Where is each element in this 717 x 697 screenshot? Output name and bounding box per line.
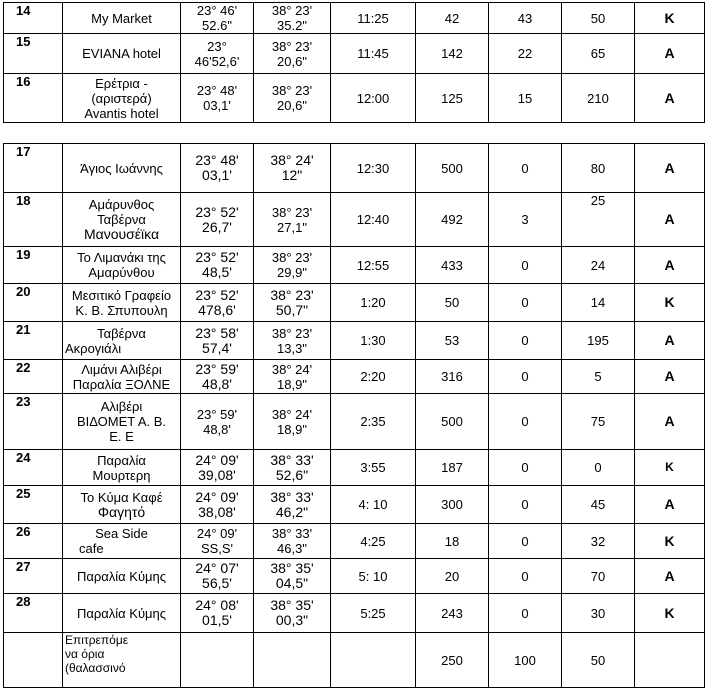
value3-cell: 65 bbox=[562, 34, 635, 74]
location-cell: Το Κύμα Καφέ Φαγητό bbox=[63, 486, 181, 524]
table-row bbox=[4, 559, 705, 594]
value2-cell: 0 bbox=[489, 322, 562, 360]
row-number: 26 bbox=[4, 524, 63, 559]
row-number: 24 bbox=[4, 450, 63, 486]
value2-cell: 0 bbox=[489, 486, 562, 524]
value1-cell: 125 bbox=[416, 74, 489, 123]
empty-cell bbox=[635, 633, 705, 688]
value1-cell: 187 bbox=[416, 450, 489, 486]
value2-cell: 0 bbox=[489, 284, 562, 322]
table-row bbox=[4, 284, 705, 322]
sampling-table-top bbox=[3, 2, 705, 123]
grade-cell: K bbox=[635, 524, 705, 559]
longitude-cell: 23° 59' 48,8' bbox=[181, 394, 254, 450]
row-number: 22 bbox=[4, 360, 63, 394]
row-number: 23 bbox=[4, 394, 63, 450]
value3-cell: 0 bbox=[562, 450, 635, 486]
value1-cell: 300 bbox=[416, 486, 489, 524]
latitude-cell: 38° 23' 29,9" bbox=[254, 247, 331, 284]
latitude-cell: 38° 35' 00,3" bbox=[254, 594, 331, 633]
location-cell: Παραλία Κύμης bbox=[63, 594, 181, 633]
location-cell: Ερέτρια - (αριστερά) Avantis hotel bbox=[63, 74, 181, 123]
value1-cell: 500 bbox=[416, 394, 489, 450]
value3-cell: 32 bbox=[562, 524, 635, 559]
value2-cell: 15 bbox=[489, 74, 562, 123]
location-cell: Άγιος Ιωάννης bbox=[63, 144, 181, 193]
longitude-cell: 23° 48' 03,1' bbox=[181, 144, 254, 193]
grade-cell: K bbox=[635, 284, 705, 322]
time-cell: 4:25 bbox=[331, 524, 416, 559]
grade-cell: A bbox=[635, 247, 705, 284]
table-row bbox=[4, 74, 705, 123]
latitude-cell: 38° 23' 13,3" bbox=[254, 322, 331, 360]
limits-row bbox=[4, 633, 705, 688]
latitude-cell: 38° 33' 46,2" bbox=[254, 486, 331, 524]
value2-cell: 0 bbox=[489, 360, 562, 394]
longitude-cell: 23° 59' 48,8' bbox=[181, 360, 254, 394]
value3-cell: 75 bbox=[562, 394, 635, 450]
longitude-cell: 24° 09' SS,S' bbox=[181, 524, 254, 559]
longitude-cell: 24° 08' 01,5' bbox=[181, 594, 254, 633]
latitude-cell: 38° 24' 12" bbox=[254, 144, 331, 193]
value2-cell: 0 bbox=[489, 594, 562, 633]
empty-cell bbox=[254, 633, 331, 688]
latitude-cell: 38° 24' 18,9" bbox=[254, 360, 331, 394]
latitude-cell: 38° 23' 50,7" bbox=[254, 284, 331, 322]
value2-cell: 0 bbox=[489, 394, 562, 450]
grade-cell: A bbox=[635, 74, 705, 123]
limits-label: Επιτρεπόμε να όρια (θαλασσινό bbox=[63, 633, 181, 688]
row-number: 17 bbox=[4, 144, 63, 193]
location-cell: My Market bbox=[63, 3, 181, 34]
time-cell: 2:35 bbox=[331, 394, 416, 450]
value2-cell: 0 bbox=[489, 450, 562, 486]
table-row bbox=[4, 144, 705, 193]
table-row bbox=[4, 322, 705, 360]
longitude-cell: 23° 46'52,6' bbox=[181, 34, 254, 74]
table-row bbox=[4, 360, 705, 394]
row-number: 28 bbox=[4, 594, 63, 633]
longitude-cell: 24° 09' 38,08' bbox=[181, 486, 254, 524]
longitude-cell: 23° 46' 52.6" bbox=[181, 3, 254, 34]
limit-value3-cell: 50 bbox=[562, 633, 635, 688]
location-cell: Λιμάνι Αλιβέρι Παραλία ΞΟΛΝΕ bbox=[63, 360, 181, 394]
longitude-cell: 23° 58' 57,4' bbox=[181, 322, 254, 360]
location-cell: EVIANA hotel bbox=[63, 34, 181, 74]
value1-cell: 53 bbox=[416, 322, 489, 360]
longitude-cell: 23° 52' 26,7' bbox=[181, 193, 254, 247]
longitude-cell: 23° 52' 48,5' bbox=[181, 247, 254, 284]
value3-cell: 5 bbox=[562, 360, 635, 394]
value1-cell: 243 bbox=[416, 594, 489, 633]
value1-cell: 50 bbox=[416, 284, 489, 322]
value2-cell: 0 bbox=[489, 559, 562, 594]
table-row bbox=[4, 450, 705, 486]
grade-cell: A bbox=[635, 360, 705, 394]
time-cell: 12:40 bbox=[331, 193, 416, 247]
empty-cell bbox=[331, 633, 416, 688]
value1-cell: 18 bbox=[416, 524, 489, 559]
row-number: 18 bbox=[4, 193, 63, 247]
row-number: 27 bbox=[4, 559, 63, 594]
value3-cell: 50 bbox=[562, 3, 635, 34]
longitude-cell: 23° 52' 478,6' bbox=[181, 284, 254, 322]
value2-cell: 3 bbox=[489, 193, 562, 247]
value2-cell: 43 bbox=[489, 3, 562, 34]
location-cell: Sea Side cafe bbox=[63, 524, 181, 559]
time-cell: 4: 10 bbox=[331, 486, 416, 524]
time-cell: 1:20 bbox=[331, 284, 416, 322]
latitude-cell: 38° 23' 27,1" bbox=[254, 193, 331, 247]
limit-value1-cell: 250 bbox=[416, 633, 489, 688]
limit-value2-cell: 100 bbox=[489, 633, 562, 688]
table-row bbox=[4, 394, 705, 450]
table-row bbox=[4, 3, 705, 34]
longitude-cell: 24° 09' 39,08' bbox=[181, 450, 254, 486]
table-row bbox=[4, 247, 705, 284]
value3-cell: 14 bbox=[562, 284, 635, 322]
time-cell: 3:55 bbox=[331, 450, 416, 486]
row-number: 21 bbox=[4, 322, 63, 360]
latitude-cell: 38° 24' 18,9" bbox=[254, 394, 331, 450]
latitude-cell: 38° 23' 20,6" bbox=[254, 34, 331, 74]
latitude-cell: 38° 35' 04,5" bbox=[254, 559, 331, 594]
value1-cell: 500 bbox=[416, 144, 489, 193]
latitude-cell: 38° 33' 52,6" bbox=[254, 450, 331, 486]
value1-cell: 492 bbox=[416, 193, 489, 247]
grade-cell: A bbox=[635, 193, 705, 247]
empty-cell bbox=[181, 633, 254, 688]
location-cell: Παραλία Κύμης bbox=[63, 559, 181, 594]
location-cell: Ταβέρνα Ακρογιάλι bbox=[63, 322, 181, 360]
row-number: 20 bbox=[4, 284, 63, 322]
value1-cell: 142 bbox=[416, 34, 489, 74]
table-row bbox=[4, 34, 705, 74]
latitude-cell: 38° 33' 46,3" bbox=[254, 524, 331, 559]
grade-cell: K bbox=[635, 450, 705, 486]
value3-cell: 25 bbox=[562, 193, 635, 247]
empty-cell bbox=[4, 633, 63, 688]
grade-cell: A bbox=[635, 144, 705, 193]
row-number: 16 bbox=[4, 74, 63, 123]
longitude-cell: 24° 07' 56,5' bbox=[181, 559, 254, 594]
table-row bbox=[4, 524, 705, 559]
location-cell: Αλιβέρι ΒΙΔΟΜΕΤ Α. Β. Ε. Ε bbox=[63, 394, 181, 450]
grade-cell: A bbox=[635, 34, 705, 74]
location-cell: Παραλία Μουρτερη bbox=[63, 450, 181, 486]
value1-cell: 42 bbox=[416, 3, 489, 34]
value3-cell: 80 bbox=[562, 144, 635, 193]
value2-cell: 0 bbox=[489, 247, 562, 284]
value3-cell: 24 bbox=[562, 247, 635, 284]
table-row bbox=[4, 594, 705, 633]
row-number: 14 bbox=[4, 3, 63, 34]
grade-cell: K bbox=[635, 594, 705, 633]
location-cell: Αμάρυνθος Ταβέρνα Μανουσέϊκα bbox=[63, 193, 181, 247]
value1-cell: 433 bbox=[416, 247, 489, 284]
time-cell: 11:45 bbox=[331, 34, 416, 74]
value2-cell: 22 bbox=[489, 34, 562, 74]
time-cell: 5: 10 bbox=[331, 559, 416, 594]
value1-cell: 20 bbox=[416, 559, 489, 594]
time-cell: 11:25 bbox=[331, 3, 416, 34]
value2-cell: 0 bbox=[489, 524, 562, 559]
grade-cell: A bbox=[635, 322, 705, 360]
time-cell: 1:30 bbox=[331, 322, 416, 360]
longitude-cell: 23° 48' 03,1' bbox=[181, 74, 254, 123]
latitude-cell: 38° 23' 20,6" bbox=[254, 74, 331, 123]
value3-cell: 210 bbox=[562, 74, 635, 123]
value3-cell: 195 bbox=[562, 322, 635, 360]
grade-cell: A bbox=[635, 394, 705, 450]
sampling-table-bottom bbox=[3, 143, 705, 688]
row-number: 19 bbox=[4, 247, 63, 284]
time-cell: 12:55 bbox=[331, 247, 416, 284]
time-cell: 12:00 bbox=[331, 74, 416, 123]
value1-cell: 316 bbox=[416, 360, 489, 394]
location-cell: Μεσιτικό Γραφείο Κ. Β. Σπυπουλη bbox=[63, 284, 181, 322]
row-number: 15 bbox=[4, 34, 63, 74]
value3-cell: 30 bbox=[562, 594, 635, 633]
value3-cell: 45 bbox=[562, 486, 635, 524]
grade-cell: A bbox=[635, 486, 705, 524]
table-row bbox=[4, 486, 705, 524]
value2-cell: 0 bbox=[489, 144, 562, 193]
value3-cell: 70 bbox=[562, 559, 635, 594]
grade-cell: A bbox=[635, 559, 705, 594]
time-cell: 2:20 bbox=[331, 360, 416, 394]
location-cell: Το Λιμανάκι της Αμαρύνθου bbox=[63, 247, 181, 284]
time-cell: 5:25 bbox=[331, 594, 416, 633]
latitude-cell: 38° 23' 35.2" bbox=[254, 3, 331, 34]
time-cell: 12:30 bbox=[331, 144, 416, 193]
row-number: 25 bbox=[4, 486, 63, 524]
grade-cell: K bbox=[635, 3, 705, 34]
table-row bbox=[4, 193, 705, 247]
